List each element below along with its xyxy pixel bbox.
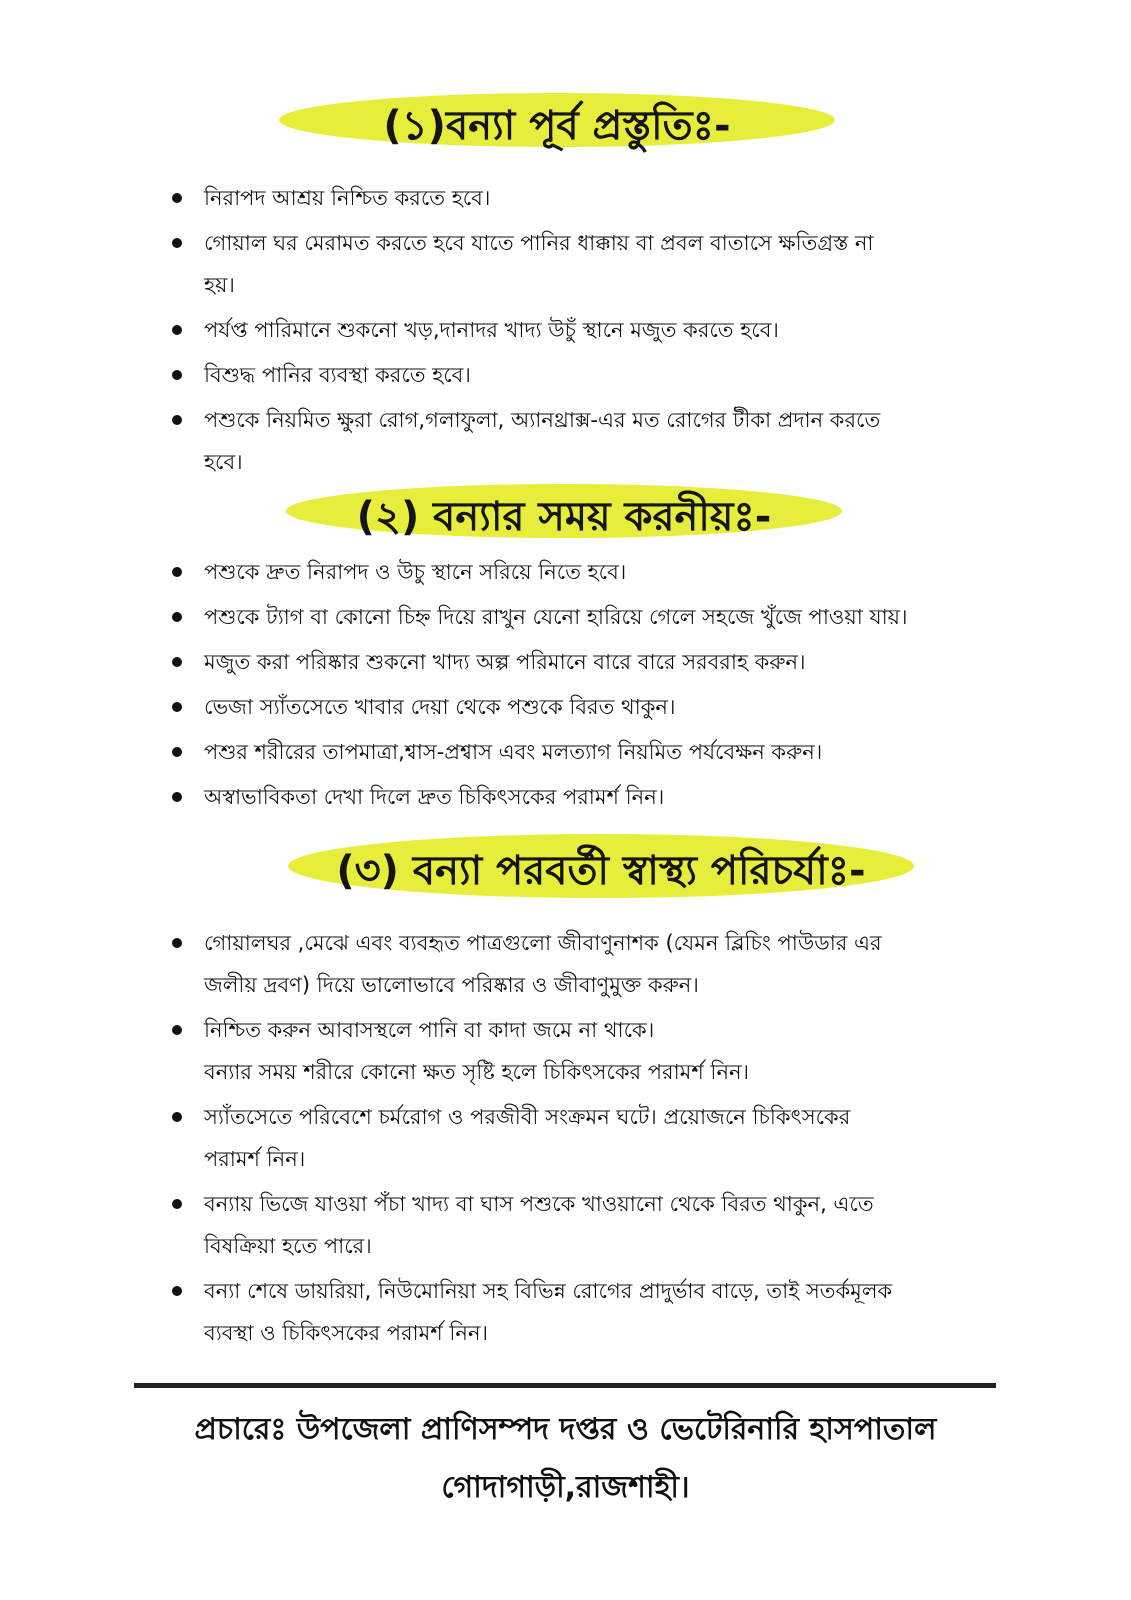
- list-item: পশুকে নিয়মিত ক্ষুরা রোগ,গলাফুলা, অ্যানথ্রাক্স-এর মত রোগের টীকা প্রদান করতে হবে।: [172, 399, 992, 483]
- list-item: অস্বাভাবিকতা দেখা দিলে দ্রুত চিকিৎসকের পরামর্শ নিন।: [172, 776, 992, 818]
- section-2-title: (২) বন্যার সময় করনীয়ঃ-: [356, 494, 772, 540]
- list-item: নিরাপদ আশ্রয় নিশ্চিত করতে হবে।: [172, 177, 992, 219]
- footer-location: গোদাগাড়ী,রাজশাহী।: [441, 1470, 690, 1505]
- bullet-icon: [172, 747, 182, 757]
- bullet-icon: [172, 325, 182, 335]
- bullet-icon: [172, 657, 182, 667]
- bullet-icon: [172, 238, 182, 248]
- section-3-title: (৩) বন্যা পরবর্তী স্বাস্থ্য পরিচর্যাঃ-: [336, 848, 866, 894]
- list-item: গোয়াল ঘর মেরামত করতে হবে যাতে পানির ধাক্কায় বা প্রবল বাতাসে ক্ষতিগ্রস্ত না হয়।: [172, 222, 992, 306]
- list-item: নিশ্চিত করুন আবাসস্থলে পানি বা কাদা জমে না থাকে। বন্যার সময় শরীরে কোনো ক্ষত সৃষ্টি হলে চিকিৎসকের পরামর্শ নিন।: [172, 1009, 992, 1093]
- bullet-icon: [172, 612, 182, 622]
- list-item: বিশুদ্ধ পানির ব্যবস্থা করতে হবে।: [172, 354, 992, 396]
- list-item: পশুকে দ্রুত নিরাপদ ও উচু স্থানে সরিয়ে নিতে হবে।: [172, 551, 992, 593]
- list-item: মজুত করা পরিষ্কার শুকনো খাদ্য অল্প পরিমানে বারে বারে সরবরাহ করুন।: [172, 641, 992, 683]
- section-2-list: [172, 551, 992, 821]
- footer-divider: [134, 1383, 996, 1388]
- list-item: ভেজা স্যাঁতসেতে খাবার দেয়া থেকে পশুকে বিরত থাকুন।: [172, 686, 992, 728]
- bullet-icon: [172, 1025, 182, 1035]
- bullet-icon: [172, 1286, 182, 1296]
- bullet-icon: [172, 415, 182, 425]
- list-item: বন্যায় ভিজে যাওয়া পঁচা খাদ্য বা ঘাস পশুকে খাওয়ানো থেকে বিরত থাকুন, এতে বিষক্রিয়া হতে পারে।: [172, 1183, 992, 1267]
- footer-publisher: প্রচারেঃ উপজেলা প্রাণিসম্পদ দপ্তর ও ভেটেরিনারি হাসপাতাল: [194, 1412, 937, 1447]
- list-item: গোয়ালঘর ,মেঝে এবং ব্যবহৃত পাত্রগুলো জীবাণুনাশক (যেমন ব্লিচিং পাউডার এর জলীয় দ্রবণ) দিয়ে ভালোভাবে পরিষ্কার ও জীবাণুমুক্ত করুন।: [172, 922, 992, 1006]
- bullet-icon: [172, 1112, 182, 1122]
- list-item: পশুর শরীরের তাপমাত্রা,শ্বাস-প্রশ্বাস এবং মলত্যাগ নিয়মিত পর্যবেক্ষন করুন।: [172, 731, 992, 773]
- bullet-icon: [172, 792, 182, 802]
- list-item: স্যাঁতসেতে পরিবেশে চর্মরোগ ও পরজীবী সংক্রমন ঘটে। প্রয়োজনে চিকিৎসকের পরামর্শ নিন।: [172, 1096, 992, 1180]
- bullet-icon: [172, 1199, 182, 1209]
- list-item: পশুকে ট্যাগ বা কোনো চিহ্ন দিয়ে রাখুন যেনো হারিয়ে গেলে সহজে খুঁজে পাওয়া যায়।: [172, 596, 992, 638]
- list-item: পর্যপ্ত পারিমানে শুকনো খড়,দানাদর খাদ্য উচুঁ স্থানে মজুত করতে হবে।: [172, 309, 992, 351]
- bullet-icon: [172, 567, 182, 577]
- section-3-list: [172, 922, 992, 1357]
- bullet-icon: [172, 702, 182, 712]
- list-item: বন্যা শেষে ডায়রিয়া, নিউমোনিয়া সহ বিভিন্ন রোগের প্রাদুর্ভাব বাড়ে, তাই সতর্কমূলক ব্যবস্থা ও চিকিৎসকের পরামর্শ নিন।: [172, 1270, 992, 1354]
- section-1-list: [172, 177, 992, 486]
- bullet-icon: [172, 938, 182, 948]
- section-1-title: (১)বন্যা পূর্ব প্রস্তুতিঃ-: [383, 103, 731, 149]
- bullet-icon: [172, 370, 182, 380]
- bullet-icon: [172, 193, 182, 203]
